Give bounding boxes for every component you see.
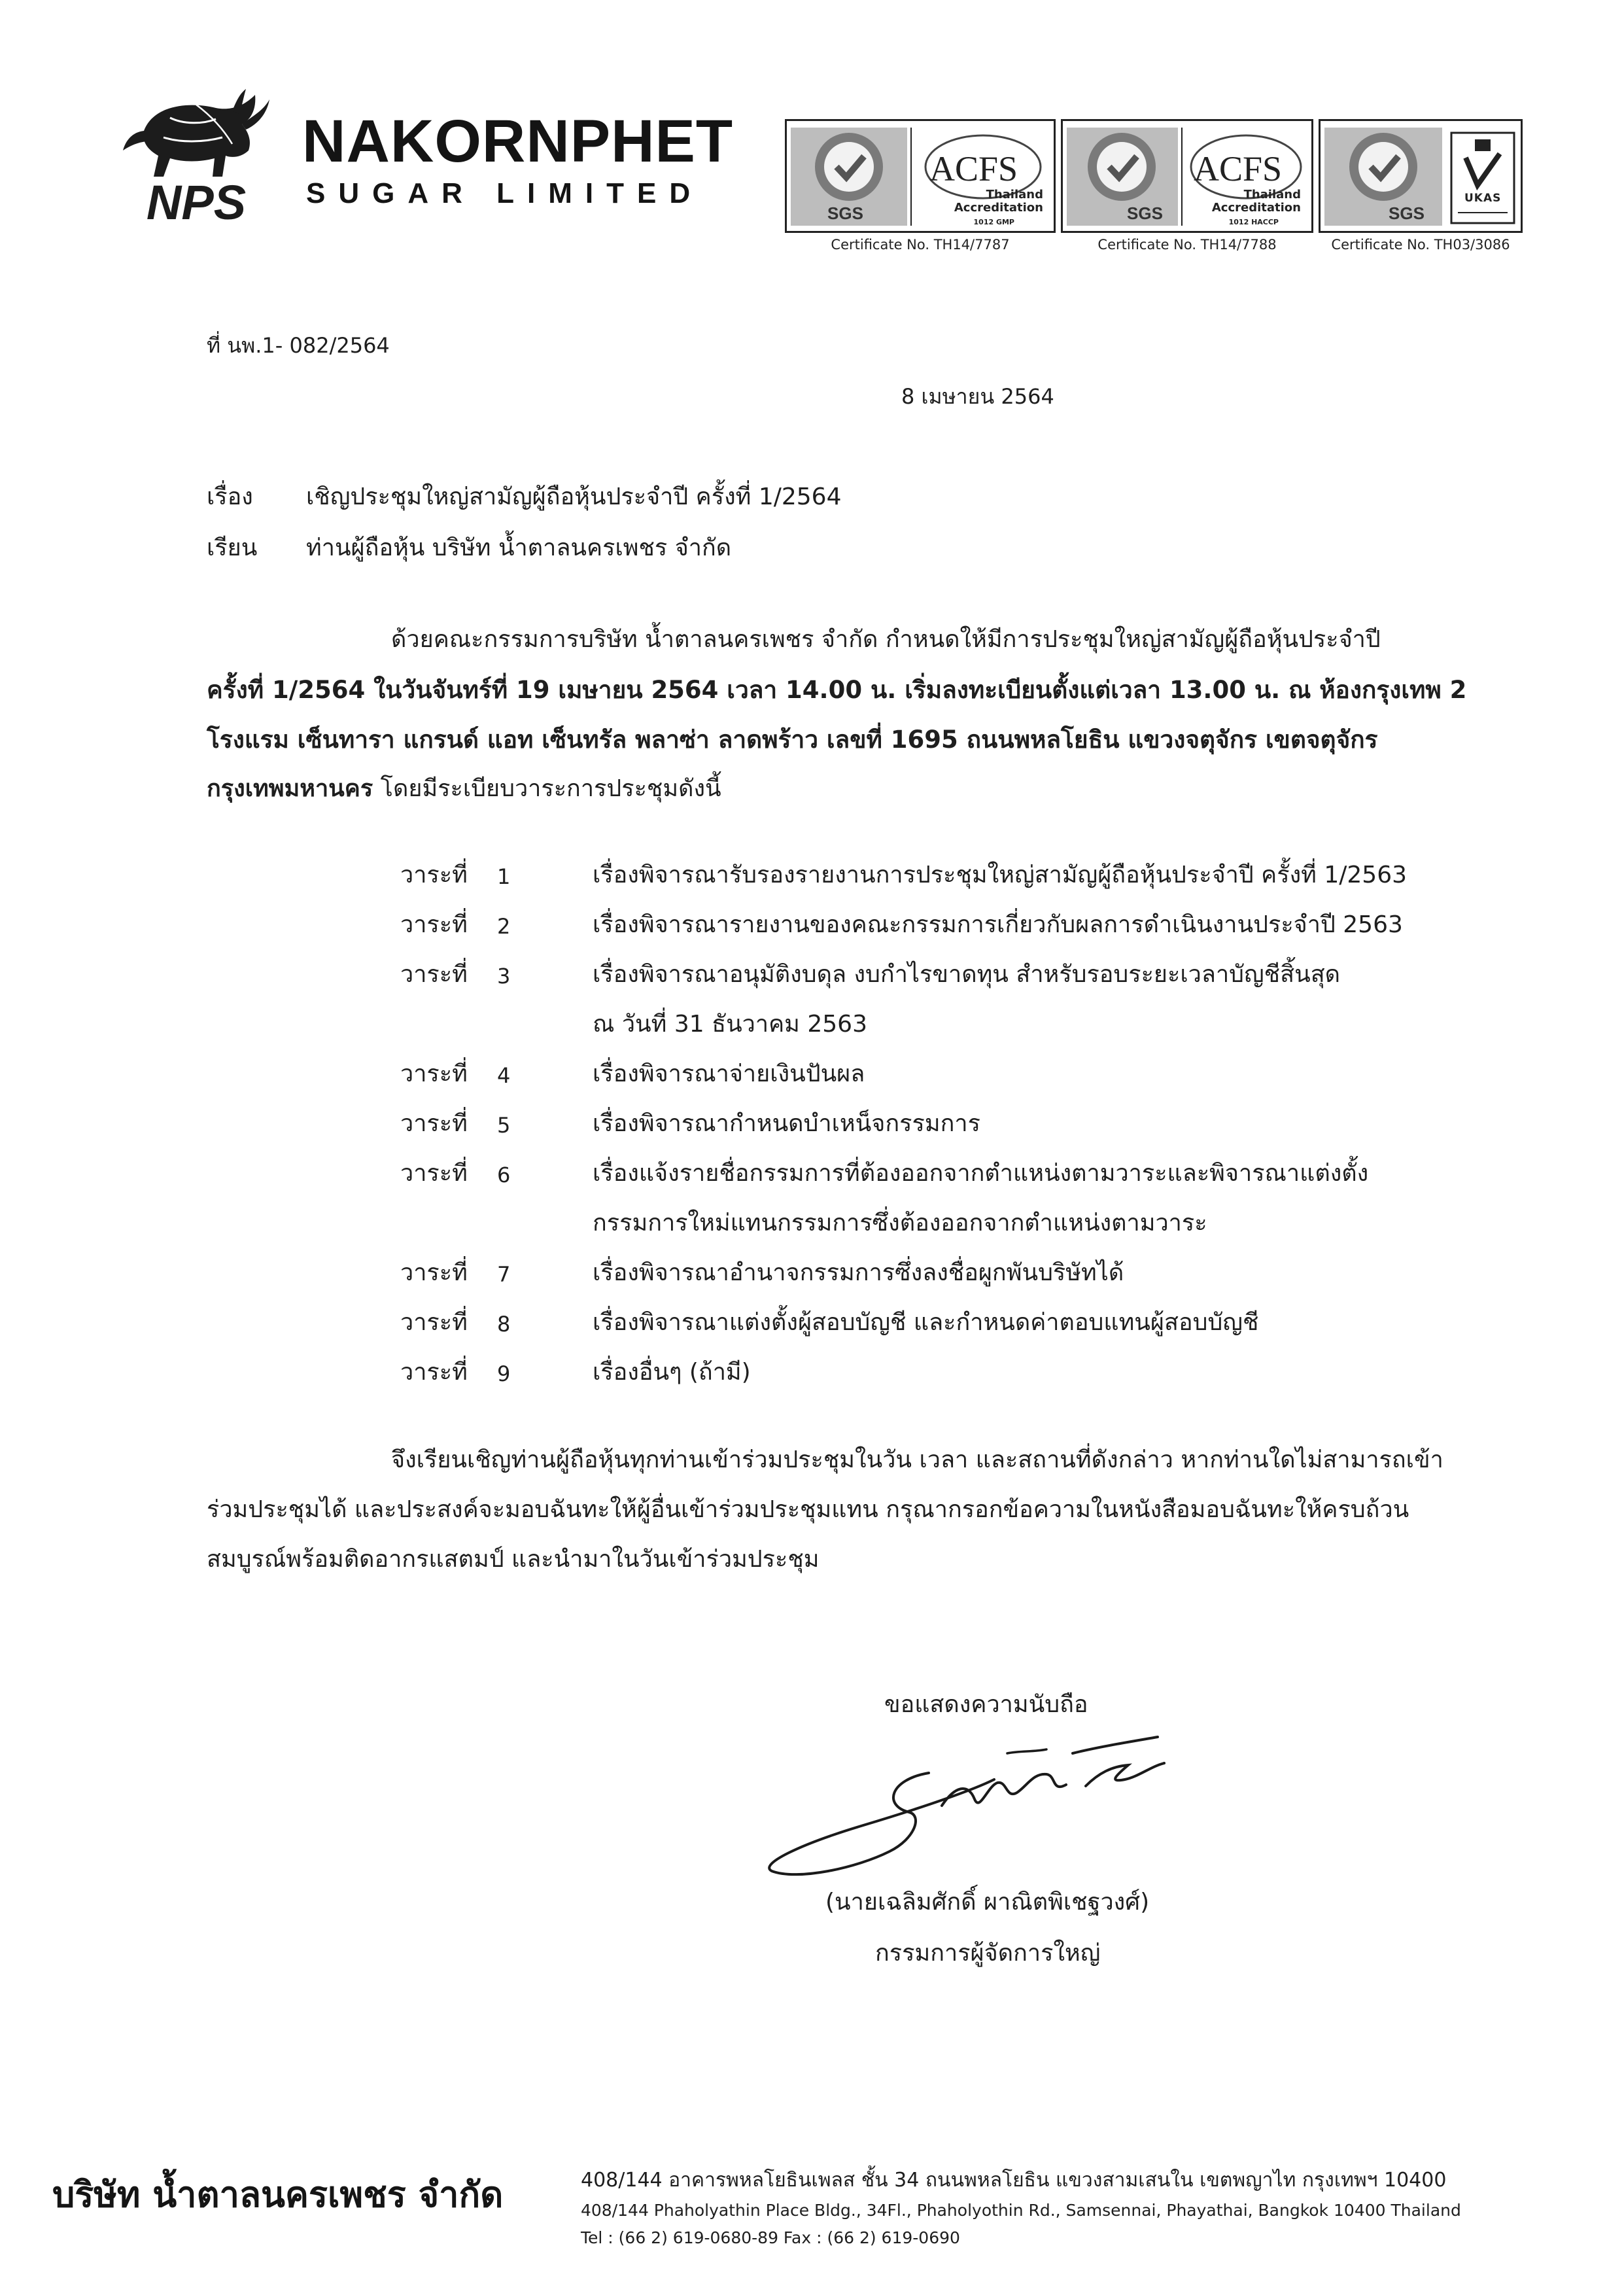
agenda-number: 3 — [497, 964, 511, 989]
agenda-item-text: ณ วันที่ 31 ธันวาคม 2563 — [593, 1011, 867, 1038]
certificate-iso — [1319, 119, 1523, 233]
agenda-label: วาระที่ — [400, 862, 468, 888]
agenda-item-text: กรรมการใหม่แทนกรรมการซึ่งต้องออกจากตำแหน่งตามวาระ — [593, 1210, 1207, 1236]
intro-line-1: ด้วยคณะกรรมการบริษัท น้ำตาลนครเพชร จำกัด กำหนดให้มีการประชุมใหญ่สามัญผู้ถือหุ้นประจำปี — [391, 626, 1381, 653]
agenda-item-text: เรื่องแจ้งรายชื่อกรรมการที่ต้องออกจากตำแหน่งตามวาระและพิจารณาแต่งตั้ง — [593, 1160, 1369, 1187]
intro-line-4 — [207, 777, 721, 801]
certificate-caption-haccp: Certificate No. TH14/7788 — [1097, 237, 1277, 253]
acfs-text: ACFS — [1194, 149, 1283, 188]
closing-line-2: ร่วมประชุมได้ และประสงค์จะมอบฉันทะให้ผู้อื่นเข้าร่วมประชุมแทน กรุณากรอกข้อความในหนังสือมอบฉันทะให้ครบถ้วน — [207, 1496, 1409, 1523]
agenda-number: 4 — [497, 1063, 511, 1088]
agenda-number: 1 — [497, 864, 511, 889]
brand-subtitle: SUGAR LIMITED — [306, 177, 704, 209]
footer-address-english: 408/144 Phaholyathin Place Bldg., 34Fl., Phaholyothin Rd., Samsennai, Phayathai, Bangkok 10400 Thailand — [581, 2201, 1461, 2220]
ukas-text: UKAS — [1464, 192, 1502, 205]
certificate-haccp — [1061, 119, 1313, 233]
intro-line-2: ครั้งที่ 1/2564 ในวันจันทร์ที่ 19 เมษายน 2564 เวลา 14.00 น. เริ่มลงทะเบียนตั้งแต่เวลา 13.00 น. ณ ห้องกรุงเทพ 2 — [207, 676, 1467, 704]
acfs-accreditation: Accreditation — [954, 201, 1043, 215]
regards-text: ขอแสดงความนับถือ — [884, 1691, 1088, 1718]
nps-logo-text: NPS — [146, 175, 247, 226]
agenda-label: วาระที่ — [400, 1160, 468, 1187]
acfs-code: 1012 HACCP — [1228, 218, 1279, 226]
agenda-label: วาระที่ — [400, 911, 468, 938]
agenda-item-text: เรื่องพิจารณากำหนดบำเหน็จกรรมการ — [593, 1110, 980, 1137]
agenda-label: วาระที่ — [400, 961, 468, 988]
agenda-number: 7 — [497, 1262, 511, 1287]
certificate-gmp — [785, 119, 1056, 233]
agenda-number: 2 — [497, 914, 511, 939]
agenda-label: วาระที่ — [400, 1259, 468, 1286]
sgs-text: SGS — [827, 203, 863, 223]
acfs-accreditation: Accreditation — [1211, 201, 1301, 215]
acfs-code: 1012 GMP — [973, 218, 1014, 226]
agenda-item-text: เรื่องพิจารณาแต่งตั้งผู้สอบบัญชี และกำหนดค่าตอบแทนผู้สอบบัญชี — [593, 1309, 1259, 1336]
intro-line-3: โรงแรม เซ็นทารา แกรนด์ แอท เซ็นทรัล พลาซ่า ลาดพร้าว เลขที่ 1695 ถนนพหลโยธิน แขวงจตุจักร เขตจตุจักร — [207, 726, 1378, 754]
agenda-item-text: เรื่องพิจารณารายงานของคณะกรรมการเกี่ยวกับผลการดำเนินงานประจำปี 2563 — [593, 911, 1403, 938]
recipient-label: เรียน — [207, 534, 258, 561]
nps-bull-logo — [118, 85, 275, 226]
certificate-caption-gmp: Certificate No. TH14/7787 — [831, 237, 1010, 253]
agenda-number: 6 — [497, 1163, 511, 1187]
acfs-country: Thailand — [1243, 188, 1301, 201]
agenda-label: วาระที่ — [400, 1309, 468, 1336]
subject-label: เรื่อง — [207, 483, 253, 510]
agenda-number: 9 — [497, 1361, 511, 1386]
closing-line-3: สมบูรณ์พร้อมติดอากรแสตมป์ และนำมาในวันเข้าร่วมประชุม — [207, 1546, 820, 1573]
footer-phone-fax: Tel : (66 2) 619-0680-89 Fax : (66 2) 619-0690 — [581, 2228, 960, 2247]
agenda-label: วาระที่ — [400, 1060, 468, 1087]
signer-title: กรรมการผู้จัดการใหญ่ — [875, 1940, 1101, 1967]
intro-line-4-bold: กรุงเทพมหานคร — [207, 775, 373, 802]
agenda-number: 5 — [497, 1113, 511, 1138]
footer-address-thai: 408/144 อาคารพหลโยธินเพลส ชั้น 34 ถนนพหลโยธิน แขวงสามเสนใน เขตพญาไท กรุงเทพฯ 10400 — [581, 2169, 1447, 2192]
agenda-label: วาระที่ — [400, 1359, 468, 1386]
agenda-item-text: เรื่องอื่นๆ (ถ้ามี) — [593, 1359, 751, 1386]
agenda-item-text: เรื่องพิจารณาจ่ายเงินปันผล — [593, 1060, 865, 1087]
agenda-item-text: เรื่องพิจารณาอำนาจกรรมการซึ่งลงชื่อผูกพันบริษัทได้ — [593, 1259, 1124, 1286]
sgs-text: SGS — [1127, 203, 1163, 223]
subject-text: เชิญประชุมใหญ่สามัญผู้ถือหุ้นประจำปี ครั้งที่ 1/2564 — [306, 483, 842, 510]
agenda-number: 8 — [497, 1312, 511, 1337]
acfs-country: Thailand — [986, 188, 1043, 201]
sgs-text: SGS — [1389, 203, 1425, 223]
agenda-item-text: เรื่องพิจารณาอนุมัติงบดุล งบกำไรขาดทุน สำหรับรอบระยะเวลาบัญชีสิ้นสุด — [593, 961, 1341, 988]
handwritten-signature — [759, 1727, 1177, 1891]
reference-number: ที่ นพ.1- 082/2564 — [207, 333, 390, 358]
agenda-label: วาระที่ — [400, 1110, 468, 1137]
agenda-item-text: เรื่องพิจารณารับรองรายงานการประชุมใหญ่สามัญผู้ถือหุ้นประจำปี ครั้งที่ 1/2563 — [593, 862, 1408, 888]
intro-line-4-rest: โดยมีระเบียบวาระการประชุมดังนี้ — [373, 775, 721, 802]
brand-name: NAKORNPHET — [302, 108, 734, 175]
closing-line-1: จึงเรียนเชิญท่านผู้ถือหุ้นทุกท่านเข้าร่วมประชุมในวัน เวลา และสถานที่ดังกล่าว หากท่านใดไม่สามารถเข้า — [391, 1446, 1443, 1473]
acfs-text: ACFS — [929, 149, 1018, 188]
certificate-caption-iso: Certificate No. TH03/3086 — [1331, 237, 1510, 253]
footer-company-name: บริษัท น้ำตาลนครเพชร จำกัด — [52, 2174, 504, 2215]
letter-date: 8 เมษายน 2564 — [901, 384, 1054, 409]
recipient-text: ท่านผู้ถือหุ้น บริษัท น้ำตาลนครเพชร จำกัด — [306, 534, 732, 561]
signer-name: (นายเฉลิมศักดิ์ ผาณิตพิเชฐวงศ์) — [825, 1889, 1150, 1916]
